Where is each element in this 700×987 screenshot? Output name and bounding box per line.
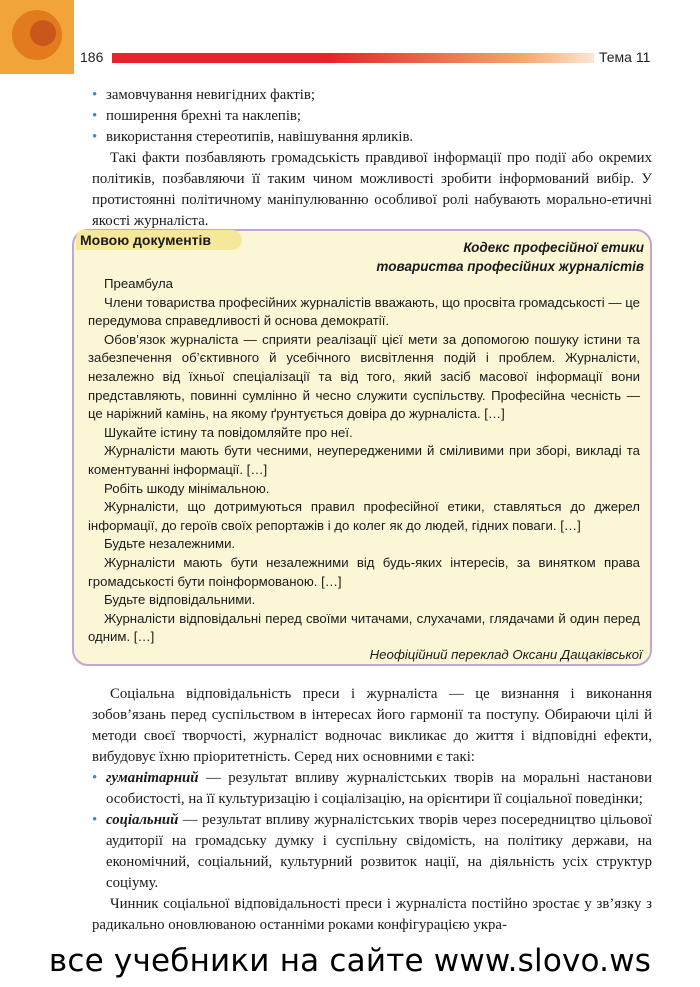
box-paragraph: Преамбула [104, 276, 173, 291]
footer-watermark: все учебники на сайте www.slovo.ws [48, 943, 652, 979]
box-source: Неофіційний переклад Оксани Дащаківської [369, 647, 642, 662]
header-bar [112, 53, 594, 63]
box-paragraph: Обов’язок журналіста — сприяти реалізації цієї мети за допомогою пошуку істини та забезпечення об’єктивного й усебічного висвітлення подій і проблем. Журналісти, незалежно від їхньої спеціалізації та від того, який засіб масової інформації вони представляють, повинні сумлінно й чесно служити суспільству. Професійна чесність — це наріжний камінь, на якому ґрунтується довіра до журналіста. […] [88, 331, 640, 422]
box-body [88, 275, 640, 647]
box-paragraph: Журналісти мають бути незалежними від будь-яких інтересів, за винятком права громадськості бути поінформованою. […] [88, 554, 640, 589]
bullet-list [92, 85, 652, 232]
box-title: Кодекс професійної етики товариства професійних журналістів [376, 240, 644, 274]
bullet-icon: • [92, 129, 98, 145]
bullet-icon: • [92, 812, 98, 828]
main-text [92, 684, 652, 936]
list-item: • використання стереотипів, навішування ярликів. [92, 127, 652, 148]
box-paragraph: Будьте незалежними. [104, 536, 236, 552]
box-paragraph: Будьте відповідальними. [104, 592, 256, 608]
bullet-icon: • [92, 770, 98, 786]
paragraph: Чинник соціальної відповідальності преси і журналіста постійно зростає у зв’язку з радикально оновлюваною останніми роками конфігурацією укра- [92, 896, 652, 933]
box-paragraph: Члени товариства професійних журналістів вважають, що просвіта громадськості — це передумова справедливості й основа демократії. [88, 294, 640, 329]
list-item: • соціальний — результат впливу журналістських творів через посередництво цільової аудиторії на громадську думку і суспільну свідомість, на політику держави, на економічний, соціальний, культурний розвиток нації, на діяльність усіх структур соціуму. [92, 810, 652, 894]
box-paragraph: Робіть шкоду мінімальною. [104, 480, 270, 496]
box-paragraph: Журналісти, що дотримуються правил професійної етики, ставляться до джерел інформації, до героїв своїх репортажів і до колег як до людей, гідних поваги. […] [88, 499, 640, 533]
corner-emblem [0, 0, 74, 74]
box-paragraph: Журналісти мають бути чесними, неупередженими й сміливими при зборі, викладі та коментуванні інформації. […] [88, 443, 640, 477]
paragraph: Такі факти позбавляють громадськість правдивої інформації про події або окремих політиків, позбавляючи її таким чином можливості зробити інформований вибір. У протистоянні політичному маніпулюванню особливої ролі набувають морально-етичні якості журналіста. [92, 150, 652, 229]
corner-ornament [30, 20, 56, 46]
paragraph: Соціальна відповідальність преси і журналіста — це визнання і виконання зобов’язань перед суспільством в інтересах його гармонії та поступу. Обираючи цілі й методи своєї творчості, журналіст водночас викликає до життя і відповідні ефекти, вибудовує їхню пріоритетність. Серед них основними є такі: [92, 686, 652, 765]
list-item: • поширення брехні та наклепів; [92, 106, 652, 127]
box-paragraph: Шукайте істину та повідомляйте про неї. [104, 424, 353, 440]
page-number: 186 [80, 49, 104, 65]
box-paragraph: Журналісти відповідальні перед своїми читачами, слухачами, глядачами й один перед одним. […] [88, 610, 640, 645]
list-item: • гуманітарний — результат впливу журналістських творів на моральні настанови особистості, на її культуризацію і соціалізацію, на орієнтири її соціальної поведінки; [92, 768, 652, 810]
topic-label: Тема 11 [599, 49, 651, 65]
bullet-icon: • [92, 87, 98, 103]
box-tag-label: Мовою документів [80, 232, 212, 248]
bullet-icon: • [92, 108, 98, 124]
list-item: • замовчування невигідних фактів; [92, 85, 652, 106]
